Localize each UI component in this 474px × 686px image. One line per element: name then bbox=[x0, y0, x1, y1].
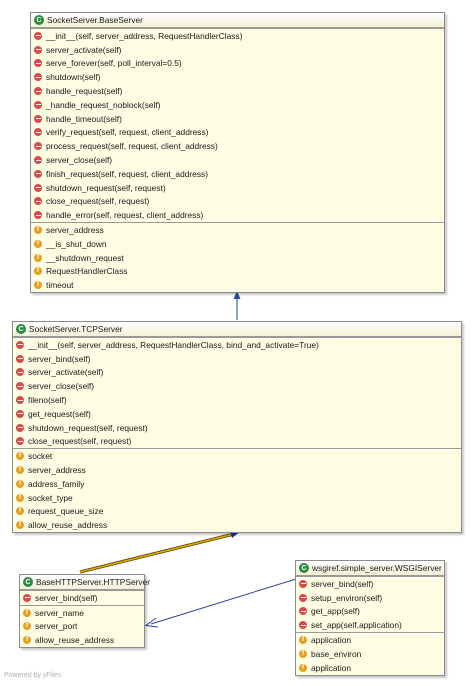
method-row bbox=[31, 195, 444, 209]
field-icon: f bbox=[34, 240, 42, 248]
class-title: BaseHTTPServer.HTTPServer bbox=[36, 577, 151, 587]
field-row bbox=[13, 449, 461, 463]
field-icon: f bbox=[34, 226, 42, 234]
method-signature: shutdown(self) bbox=[46, 72, 101, 83]
field-icon: f bbox=[34, 254, 42, 262]
method-icon bbox=[299, 594, 307, 602]
method-signature: fileno(self) bbox=[28, 395, 67, 406]
field-name: base_environ bbox=[311, 648, 362, 659]
class-header bbox=[296, 561, 444, 576]
field-name: server_address bbox=[46, 225, 104, 236]
method-signature: process_request(self, request, client_address) bbox=[46, 141, 218, 152]
method-icon bbox=[16, 368, 24, 376]
method-icon bbox=[299, 607, 307, 615]
method-signature: finish_request(self, request, client_address) bbox=[46, 168, 208, 179]
method-row bbox=[31, 70, 444, 84]
class-header bbox=[31, 13, 444, 28]
methods-section bbox=[296, 576, 444, 632]
method-row bbox=[31, 84, 444, 98]
fields-section bbox=[31, 222, 444, 292]
method-icon bbox=[16, 341, 24, 349]
method-icon bbox=[34, 156, 42, 164]
method-row bbox=[296, 577, 444, 591]
field-icon: f bbox=[16, 466, 24, 474]
field-icon: f bbox=[34, 281, 42, 289]
method-row bbox=[31, 57, 444, 71]
method-row bbox=[13, 393, 461, 407]
method-row bbox=[13, 421, 461, 435]
field-name: socket_type bbox=[28, 492, 73, 503]
method-signature: close_request(self, request) bbox=[46, 196, 150, 207]
methods-section bbox=[20, 590, 144, 605]
method-icon bbox=[16, 382, 24, 390]
field-name: application bbox=[311, 635, 352, 646]
method-signature: _handle_request_noblock(self) bbox=[46, 99, 161, 110]
field-name: RequestHandlerClass bbox=[46, 266, 128, 277]
field-icon: f bbox=[299, 636, 307, 644]
method-row bbox=[31, 208, 444, 222]
method-row bbox=[31, 167, 444, 181]
fields-section bbox=[20, 605, 144, 647]
field-row bbox=[296, 661, 444, 675]
field-icon: f bbox=[16, 521, 24, 529]
method-signature: setup_environ(self) bbox=[311, 592, 383, 603]
class-icon: C bbox=[23, 577, 33, 587]
method-icon bbox=[34, 101, 42, 109]
edge-wsgiserver-to-httpserver bbox=[151, 579, 296, 624]
method-signature: __init__(self, server_address, RequestHandlerClass) bbox=[46, 30, 243, 41]
method-signature: shutdown_request(self, request) bbox=[28, 422, 148, 433]
edge-httpserver-to-tcpserver-highlight bbox=[80, 534, 234, 572]
method-icon bbox=[34, 46, 42, 54]
method-row bbox=[31, 29, 444, 43]
field-name: allow_reuse_address bbox=[35, 635, 115, 646]
field-icon: f bbox=[16, 494, 24, 502]
class-icon: C bbox=[34, 15, 44, 25]
field-name: __shutdown_request bbox=[46, 252, 124, 263]
field-row bbox=[20, 633, 144, 647]
method-icon bbox=[34, 142, 42, 150]
field-icon: f bbox=[34, 267, 42, 275]
class-title: wsgiref.simple_server.WSGIServer bbox=[312, 563, 442, 573]
field-icon: f bbox=[23, 622, 31, 630]
class-header bbox=[13, 322, 461, 337]
method-row bbox=[13, 366, 461, 380]
method-signature: get_request(self) bbox=[28, 408, 91, 419]
field-icon: f bbox=[23, 609, 31, 617]
field-row bbox=[31, 265, 444, 279]
field-row bbox=[296, 633, 444, 647]
method-row bbox=[31, 98, 444, 112]
method-signature: server_close(self) bbox=[28, 381, 95, 392]
method-signature: server_bind(self) bbox=[35, 592, 98, 603]
method-row bbox=[13, 407, 461, 421]
field-icon: f bbox=[16, 480, 24, 488]
method-icon bbox=[34, 184, 42, 192]
method-row bbox=[13, 338, 461, 352]
field-name: allow_reuse_address bbox=[28, 520, 108, 531]
field-name: timeout bbox=[46, 280, 74, 291]
method-signature: server_activate(self) bbox=[28, 367, 104, 378]
method-icon bbox=[16, 424, 24, 432]
field-row bbox=[20, 606, 144, 620]
field-icon: f bbox=[16, 452, 24, 460]
method-row bbox=[20, 591, 144, 605]
method-row bbox=[13, 379, 461, 393]
method-row bbox=[31, 181, 444, 195]
method-icon bbox=[34, 59, 42, 67]
method-icon bbox=[34, 211, 42, 219]
methods-section bbox=[31, 28, 444, 222]
method-icon bbox=[34, 197, 42, 205]
method-row bbox=[296, 618, 444, 632]
method-row bbox=[31, 126, 444, 140]
field-name: application bbox=[311, 662, 352, 673]
class-box-wsgiserver[interactable] bbox=[295, 560, 445, 676]
field-row bbox=[31, 278, 444, 292]
field-name: server_port bbox=[35, 621, 78, 632]
field-row bbox=[296, 647, 444, 661]
method-icon bbox=[34, 128, 42, 136]
class-title: SocketServer.BaseServer bbox=[47, 15, 143, 25]
field-icon: f bbox=[16, 507, 24, 515]
field-icon: f bbox=[23, 636, 31, 644]
method-row bbox=[31, 153, 444, 167]
field-row bbox=[13, 463, 461, 477]
method-signature: close_request(self, request) bbox=[28, 436, 132, 447]
field-name: socket bbox=[28, 451, 53, 462]
fields-section bbox=[296, 632, 444, 674]
class-title: SocketServer.TCPServer bbox=[29, 324, 123, 334]
method-icon bbox=[16, 410, 24, 418]
method-signature: server_bind(self) bbox=[28, 353, 91, 364]
method-row bbox=[13, 352, 461, 366]
method-signature: server_close(self) bbox=[46, 155, 113, 166]
field-row bbox=[31, 251, 444, 265]
method-signature: handle_request(self) bbox=[46, 86, 123, 97]
method-signature: serve_forever(self, poll_interval=0.5) bbox=[46, 58, 182, 69]
method-icon bbox=[299, 621, 307, 629]
method-icon bbox=[16, 355, 24, 363]
class-icon: C bbox=[299, 563, 309, 573]
method-signature: set_app(self,application) bbox=[311, 620, 402, 631]
field-row bbox=[31, 223, 444, 237]
method-signature: shutdown_request(self, request) bbox=[46, 182, 166, 193]
watermark: Powered by yFiles bbox=[4, 672, 62, 679]
class-header bbox=[20, 575, 151, 590]
field-name: address_family bbox=[28, 478, 85, 489]
class-box-tcpserver[interactable] bbox=[12, 321, 462, 533]
fields-section bbox=[13, 448, 461, 532]
methods-section bbox=[13, 337, 461, 448]
field-row bbox=[13, 477, 461, 491]
method-row bbox=[31, 112, 444, 126]
method-icon bbox=[34, 87, 42, 95]
method-signature: handle_timeout(self) bbox=[46, 113, 122, 124]
field-row bbox=[31, 237, 444, 251]
method-signature: server_bind(self) bbox=[311, 578, 374, 589]
method-row bbox=[31, 139, 444, 153]
field-row bbox=[13, 491, 461, 505]
method-icon bbox=[16, 437, 24, 445]
field-name: request_queue_size bbox=[28, 506, 104, 517]
method-signature: handle_error(self, request, client_address) bbox=[46, 210, 204, 221]
method-signature: verify_request(self, request, client_address) bbox=[46, 127, 209, 138]
field-name: server_address bbox=[28, 465, 86, 476]
method-signature: server_activate(self) bbox=[46, 44, 122, 55]
method-icon bbox=[34, 73, 42, 81]
field-row bbox=[20, 620, 144, 634]
class-icon: C bbox=[16, 324, 26, 334]
class-box-baseserver[interactable] bbox=[30, 12, 445, 293]
method-icon bbox=[34, 115, 42, 123]
field-name: server_name bbox=[35, 607, 84, 618]
method-icon bbox=[34, 170, 42, 178]
method-row bbox=[13, 435, 461, 449]
method-icon bbox=[34, 32, 42, 40]
method-signature: get_app(self) bbox=[311, 606, 360, 617]
field-icon: f bbox=[299, 650, 307, 658]
method-row bbox=[31, 43, 444, 57]
method-icon bbox=[16, 396, 24, 404]
method-row bbox=[296, 605, 444, 619]
method-row bbox=[296, 591, 444, 605]
method-icon bbox=[299, 580, 307, 588]
method-signature: __init__(self, server_address, RequestHandlerClass, bind_and_activate=True) bbox=[28, 339, 319, 350]
field-icon: f bbox=[299, 664, 307, 672]
field-row bbox=[13, 505, 461, 519]
method-icon bbox=[23, 594, 31, 602]
field-row bbox=[13, 518, 461, 532]
field-name: __is_shut_down bbox=[46, 238, 107, 249]
class-box-httpserver[interactable] bbox=[19, 574, 151, 648]
